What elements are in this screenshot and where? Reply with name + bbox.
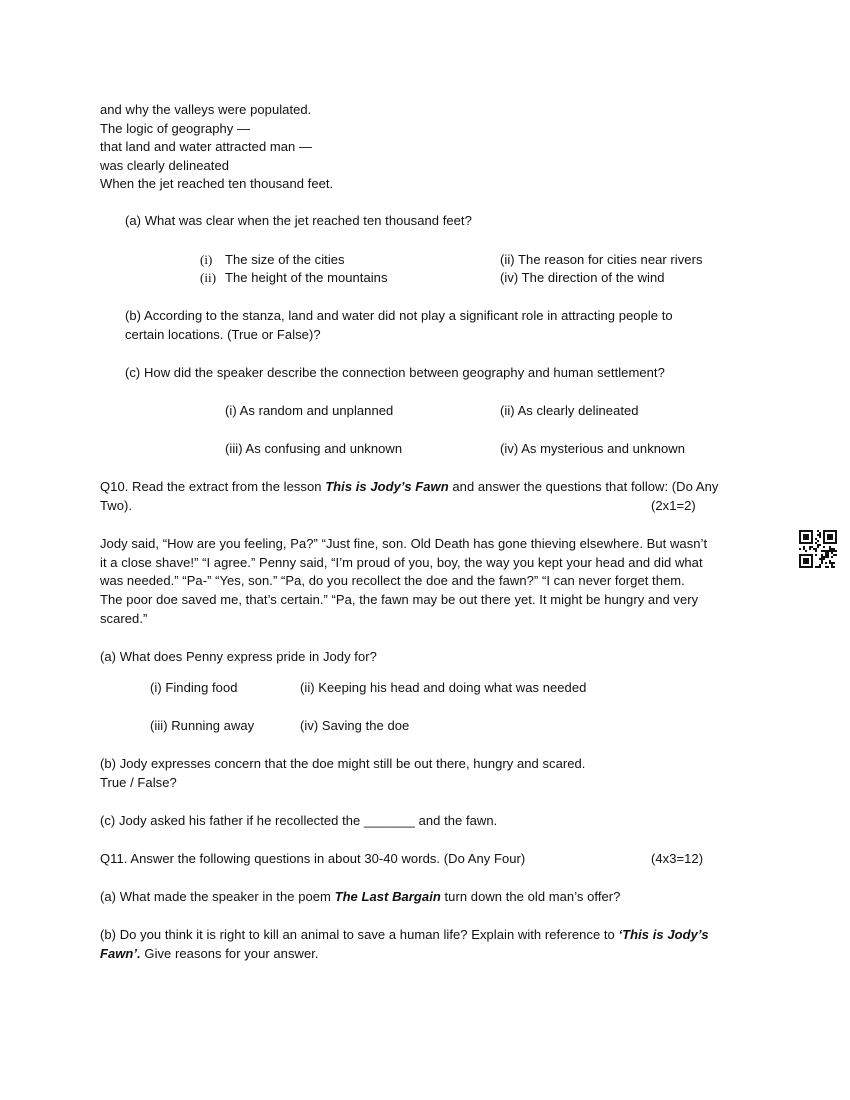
q9b-line-1: (b) According to the stanza, land and water did not play a significant role in attracting people to	[125, 308, 673, 323]
qr-code-icon[interactable]	[799, 530, 837, 568]
q11b-post: Give reasons for your answer.	[140, 946, 319, 961]
q11b-lesson-title-part-1: ‘This is Jody’s	[618, 927, 709, 942]
q11-heading: Q11. Answer the following questions in about 30-40 words. (Do Any Four)	[100, 851, 526, 866]
stanza-line-1: and why the valleys were populated.	[100, 102, 312, 117]
q9a-option-4: (iv) The direction of the wind	[500, 270, 665, 285]
q9a-option-1-text: The size of the cities	[225, 252, 345, 267]
extract-line-4: The poor doe saved me, that’s certain.” “Pa, the fawn may be out there yet. It might be hungry and very	[100, 592, 699, 607]
q10a-option-2: (ii) Keeping his head and doing what was needed	[300, 680, 587, 695]
q9a-option-3-text: The height of the mountains	[225, 270, 388, 285]
q10b-line-2: True / False?	[100, 775, 177, 790]
stanza-line-2: The logic of geography —	[100, 121, 251, 136]
q10-marks: (2x1=2)	[651, 498, 696, 513]
extract-line-2: it a close shave!” “I agree.” Penny said, “I’m proud of you, boy, the way you kept your head and did what	[100, 555, 703, 570]
q11b-pre: (b) Do you think it is right to kill an animal to save a human life? Explain with reference to	[100, 927, 619, 942]
q10-heading-post: and answer the questions that follow: (Do Any	[448, 479, 719, 494]
q11a-poem-title: The Last Bargain	[334, 889, 441, 904]
q9c-question: (c) How did the speaker describe the connection between geography and human settlement?	[125, 365, 665, 380]
q10a-question: (a) What does Penny express pride in Jody for?	[100, 649, 377, 664]
q9a-question: (a) What was clear when the jet reached ten thousand feet?	[125, 213, 472, 228]
q10c-question: (c) Jody asked his father if he recollected the _______ and the fawn.	[100, 813, 498, 828]
q11b-lesson-title-part-2: Fawn’.	[100, 946, 141, 961]
q10a-option-3: (iii) Running away	[150, 718, 255, 733]
extract-line-1: Jody said, “How are you feeling, Pa?” “Just fine, son. Old Death has gone thieving elsewhere. But wasn’t	[100, 536, 708, 551]
stanza-line-5: When the jet reached ten thousand feet.	[100, 176, 334, 191]
q11b-question-line-1	[100, 926, 709, 944]
q9c-option-2: (ii) As clearly delineated	[500, 403, 639, 418]
extract-line-3: was needed.” “Pa-” “Yes, son.” “Pa, do you recollect the doe and the fawn?” “I can never forget them.	[100, 573, 685, 588]
q10a-option-1: (i) Finding food	[150, 680, 238, 695]
q10-heading	[100, 478, 718, 496]
q11a-question	[100, 888, 620, 906]
q10a-option-4: (iv) Saving the doe	[300, 718, 410, 733]
q11b-question-line-2	[100, 945, 319, 963]
qr-module	[835, 566, 837, 568]
q9a-option-1-number: (i)	[200, 252, 213, 267]
q9a-option-3-number: (ii)	[200, 270, 217, 285]
q9c-option-4: (iv) As mysterious and unknown	[500, 441, 686, 456]
q10-lesson-title: This is Jody’s Fawn	[325, 479, 449, 494]
q10-heading-line-2: Two).	[100, 498, 133, 513]
q9a-option-2: (ii) The reason for cities near rivers	[500, 252, 703, 267]
extract-line-5: scared.”	[100, 611, 148, 626]
q11-marks: (4x3=12)	[651, 851, 704, 866]
stanza-line-4: was clearly delineated	[100, 158, 230, 173]
q11a-post: turn down the old man’s offer?	[440, 889, 621, 904]
q9c-option-3: (iii) As confusing and unknown	[225, 441, 403, 456]
q10-heading-pre: Q10. Read the extract from the lesson	[100, 479, 326, 494]
q9b-line-2: certain locations. (True or False)?	[125, 327, 321, 342]
q9c-option-1: (i) As random and unplanned	[225, 403, 394, 418]
q11a-pre: (a) What made the speaker in the poem	[100, 889, 335, 904]
stanza-line-3: that land and water attracted man —	[100, 139, 313, 154]
q10b-line-1: (b) Jody expresses concern that the doe might still be out there, hungry and scared.	[100, 756, 586, 771]
